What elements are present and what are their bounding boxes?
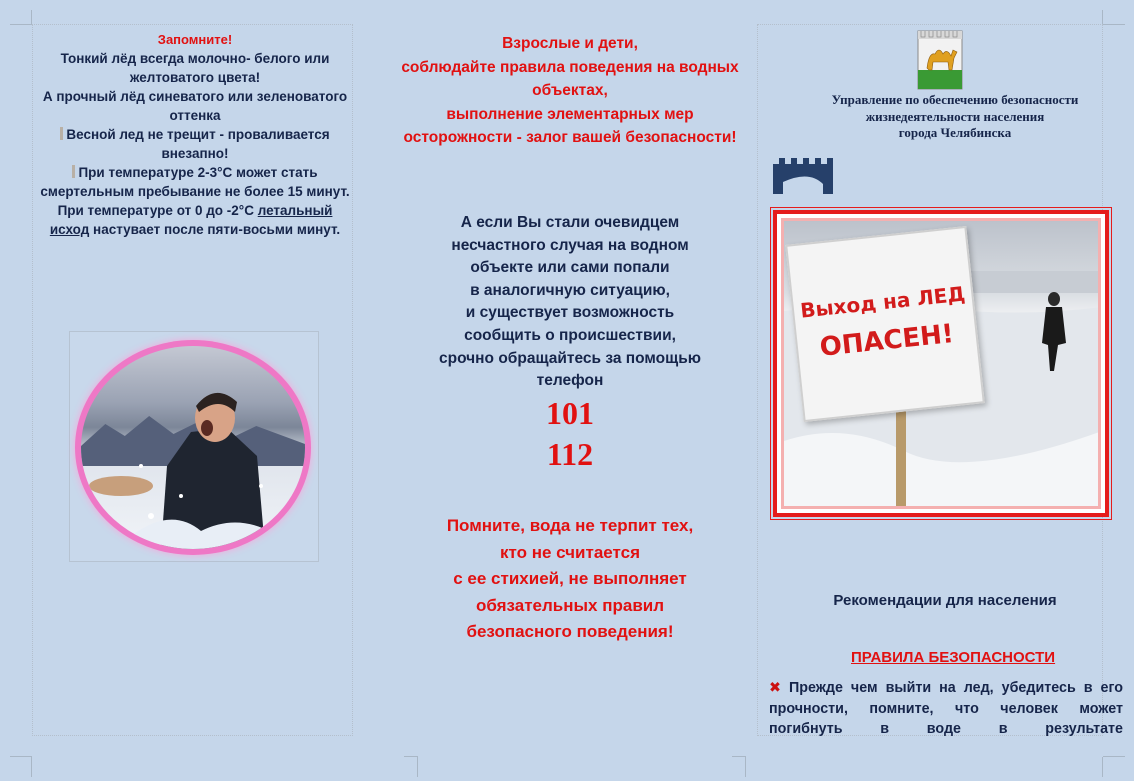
body-line: несчастного случая на водном bbox=[451, 236, 689, 254]
person-in-icy-water-photo bbox=[81, 346, 305, 549]
body-line: сообщить о происшествии, bbox=[464, 326, 676, 344]
title-line: соблюдайте правила поведения на водных объектах, bbox=[401, 58, 739, 99]
adults-children-title bbox=[397, 32, 743, 150]
body-line: телефон bbox=[536, 372, 604, 390]
tab-mark bbox=[60, 127, 63, 140]
middle-column bbox=[375, 0, 755, 781]
ice-danger-photo bbox=[781, 218, 1101, 509]
photo-box bbox=[69, 331, 319, 562]
org-line: жизнедеятельности населения bbox=[865, 108, 1045, 124]
warning-line: Помните, вода не терпит тех, bbox=[446, 516, 694, 535]
person-icon bbox=[81, 346, 305, 549]
title-line: Взрослые и дети, bbox=[502, 35, 638, 52]
org-line: города Челябинска bbox=[898, 125, 1012, 140]
body-line: срочно обращайтесь за помощью bbox=[439, 349, 701, 367]
safety-rule-text: Прежде чем выйти на лед, убедитесь в его прочности, помните, что человек может погибнуть в воде в результате bbox=[769, 680, 1123, 737]
ice-warning-sign bbox=[785, 226, 985, 422]
sign-line: Выход на ЛЕД bbox=[799, 281, 967, 323]
left-column bbox=[0, 0, 375, 781]
castle-wall-icon bbox=[771, 156, 847, 196]
organization-name bbox=[795, 92, 1115, 142]
tab-mark bbox=[72, 165, 75, 178]
safety-rule-item bbox=[769, 678, 1123, 740]
body-line: и существует возможность bbox=[465, 304, 675, 322]
body-line: в аналогичную ситуацию, bbox=[470, 281, 670, 299]
title-line: выполнение элементарных мер осторожности - залог вашей безопасности! bbox=[403, 105, 737, 146]
lethal-part-a: При температуре от 0 до -2°С bbox=[57, 203, 258, 218]
lethal-outcome-underlined: летальный исход bbox=[49, 203, 333, 237]
warning-line: безопасного поведения! bbox=[466, 622, 674, 641]
thin-ice-text: Тонкий лёд всегда молочно- белого или желтоватого цвета! bbox=[60, 51, 330, 85]
warning-line: с ее стихией, не выполняет bbox=[453, 569, 687, 588]
phone-101: 101 bbox=[546, 394, 594, 431]
recommendations-heading: Рекомендации для населения bbox=[833, 592, 1057, 609]
warning-line: кто не считается bbox=[500, 542, 640, 562]
right-column bbox=[755, 0, 1134, 781]
cross-bullet-icon: ✖ bbox=[769, 680, 781, 696]
remember-heading: Запомните! bbox=[157, 32, 233, 47]
temperature-text bbox=[38, 163, 352, 201]
ice-danger-photo-frame bbox=[773, 210, 1109, 517]
water-warning bbox=[397, 513, 743, 646]
safety-rules-heading: ПРАВИЛА БЕЗОПАСНОСТИ bbox=[851, 649, 1056, 666]
body-line: объекте или сами попали bbox=[470, 259, 670, 277]
emergency-text-block bbox=[397, 212, 743, 475]
lethal-part-c: настувает после пяти-восьми минут. bbox=[89, 222, 341, 237]
spring-ice-label: Весной лед не трещит - проваливается внезапно! bbox=[66, 127, 330, 161]
oval-photo-frame bbox=[75, 340, 311, 555]
spring-ice-text bbox=[38, 125, 352, 163]
strong-ice-text: А прочный лёд синеватого или зеленоватого оттенка bbox=[42, 89, 348, 123]
warning-line: обязательных правил bbox=[475, 595, 665, 615]
chelyabinsk-coat-of-arms-icon bbox=[917, 30, 963, 90]
org-line: Управление по обеспечению безопасности bbox=[831, 92, 1079, 107]
sign-line: ОПАСЕН! bbox=[818, 318, 956, 363]
phone-112: 112 bbox=[546, 435, 594, 472]
body-line: А если Вы стали очевидцем bbox=[460, 214, 680, 231]
temperature-label: При температуре 2-3°С может стать смертельным пребывание не более 15 минут. bbox=[40, 165, 350, 199]
left-text-block bbox=[38, 30, 352, 239]
lethal-text bbox=[38, 201, 352, 239]
